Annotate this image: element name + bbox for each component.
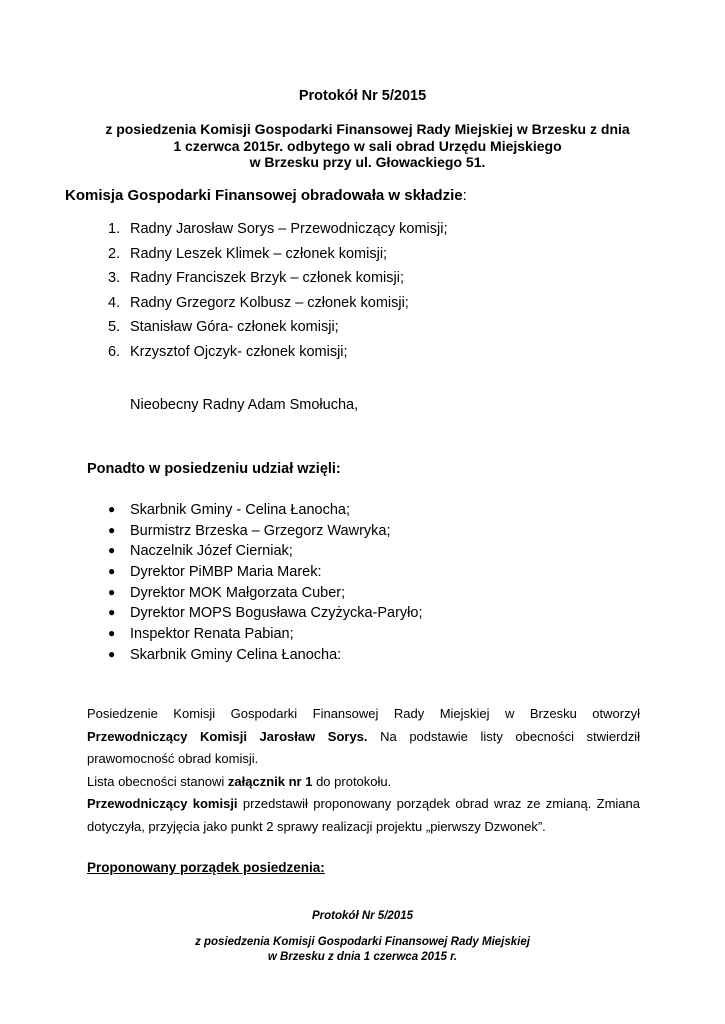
bullet-icon: ● (108, 502, 116, 516)
paragraph-line: Posiedzenie Komisji Gospodarki Finansowej Rady Miejskiej w Brzesku otworzył (87, 706, 640, 721)
chairman-bold: Przewodniczący komisji (87, 796, 238, 811)
subtitle-line: z posiedzenia Komisji Gospodarki Finansowej Rady Miejskiej w Brzesku z dnia (105, 121, 630, 137)
composition-heading (65, 187, 467, 204)
bullet-icon: ● (108, 522, 116, 537)
member-text: Radny Jarosław Sorys – Przewodniczący komisji; (130, 221, 448, 237)
composition-heading-colon: : (462, 187, 467, 204)
paragraph-line (87, 771, 640, 794)
member-number: 6. (108, 343, 121, 360)
guests-list (108, 501, 423, 667)
footer-line: z posiedzenia Komisji Gospodarki Finansowej Rady Miejskiej (195, 936, 530, 948)
paragraph-text: Lista obecności stanowi (87, 773, 228, 789)
member-text: Radny Grzegorz Kolbusz – członek komisji; (130, 294, 409, 311)
member-item (108, 269, 448, 294)
guest-text: Dyrektor MOK Małgorzata Cuber; (130, 584, 346, 601)
member-item (108, 220, 448, 245)
attachment-bold: załącznik nr 1 (227, 773, 313, 789)
bullet-icon: ● (108, 543, 116, 558)
paragraph-text: do protokołu. (312, 773, 392, 789)
member-number: 5. (108, 319, 121, 336)
guest-text: Skarbnik Gminy - Celina Łanocha; (130, 502, 351, 518)
paragraph-line (87, 726, 640, 749)
document-title: Protokół Nr 5/2015 (298, 88, 427, 104)
composition-heading-text: Komisja Gospodarki Finansowej obradowała w składzie (65, 187, 463, 204)
footer-title: Protokół Nr 5/2015 (312, 910, 413, 922)
bullet-icon: ● (108, 626, 116, 641)
guest-item (108, 625, 423, 646)
bullet-icon: ● (108, 646, 116, 661)
guest-text: Dyrektor PiMBP Maria Marek: (130, 564, 322, 581)
member-text: Stanisław Góra- członek komisji; (130, 319, 339, 336)
member-text: Radny Leszek Klimek – członek komisji; (130, 245, 388, 262)
guest-item (108, 542, 423, 563)
subtitle-line: 1 czerwca 2015r. odbytego w sali obrad Urzędu Miejskiego (173, 137, 562, 154)
guest-text: Inspektor Renata Pabian; (130, 626, 294, 643)
guests-heading: Ponadto w posiedzeniu udział wzięli: (87, 461, 341, 477)
guest-text: Naczelnik Józef Cierniak; (130, 543, 293, 560)
member-text: Radny Franciszek Brzyk – członek komisji; (130, 270, 404, 287)
guest-item (108, 501, 423, 522)
guest-item (108, 646, 423, 667)
paragraph-line: prawomocność obrad komisji. (87, 751, 259, 766)
member-number: 1. (108, 221, 121, 237)
bullet-icon: ● (108, 605, 116, 620)
absent-note: Nieobecny Radny Adam Smołucha, (130, 397, 359, 413)
agenda-heading: Proponowany porządek posiedzenia: (87, 860, 325, 875)
guest-text: Skarbnik Gminy Celina Łanocha: (130, 646, 342, 663)
member-item (108, 245, 448, 270)
guest-text: Burmistrz Brzeska – Grzegorz Wawryka; (130, 522, 391, 539)
paragraph-text: przedstawił proponowany porządek obrad wraz ze zmianą. Zmiana (237, 796, 640, 811)
paragraph-line (87, 793, 640, 816)
guest-item (108, 563, 423, 584)
subtitle-line: w Brzesku przy ul. Głowackiego 51. (249, 154, 486, 170)
guest-item (108, 522, 423, 543)
guest-text: Dyrektor MOPS Bogusława Czyżycka-Paryło; (130, 605, 423, 622)
footer-line: w Brzesku z dnia 1 czerwca 2015 r. (267, 950, 458, 963)
document-subtitle (60, 121, 675, 171)
member-item (108, 318, 448, 343)
bullet-icon: ● (108, 584, 116, 599)
member-item (108, 343, 448, 368)
member-item (108, 294, 448, 319)
opening-paragraph (87, 703, 640, 838)
paragraph-line: dotyczyła, przyjęcia jako punkt 2 sprawy realizacji projektu „pierwszy Dzwonek”. (87, 818, 546, 834)
member-number: 2. (108, 245, 121, 262)
paragraph-text: Na podstawie listy obecności stwierdził (367, 728, 640, 744)
chairman-bold: Przewodniczący Komisji Jarosław Sorys. (87, 728, 368, 744)
members-list (108, 220, 448, 368)
member-number: 4. (108, 294, 121, 311)
footer-subtitle (0, 935, 725, 964)
guest-item (108, 604, 423, 625)
member-number: 3. (108, 270, 121, 287)
member-text: Krzysztof Ojczyk- członek komisji; (130, 343, 348, 360)
guest-item (108, 584, 423, 605)
bullet-icon: ● (108, 564, 116, 579)
